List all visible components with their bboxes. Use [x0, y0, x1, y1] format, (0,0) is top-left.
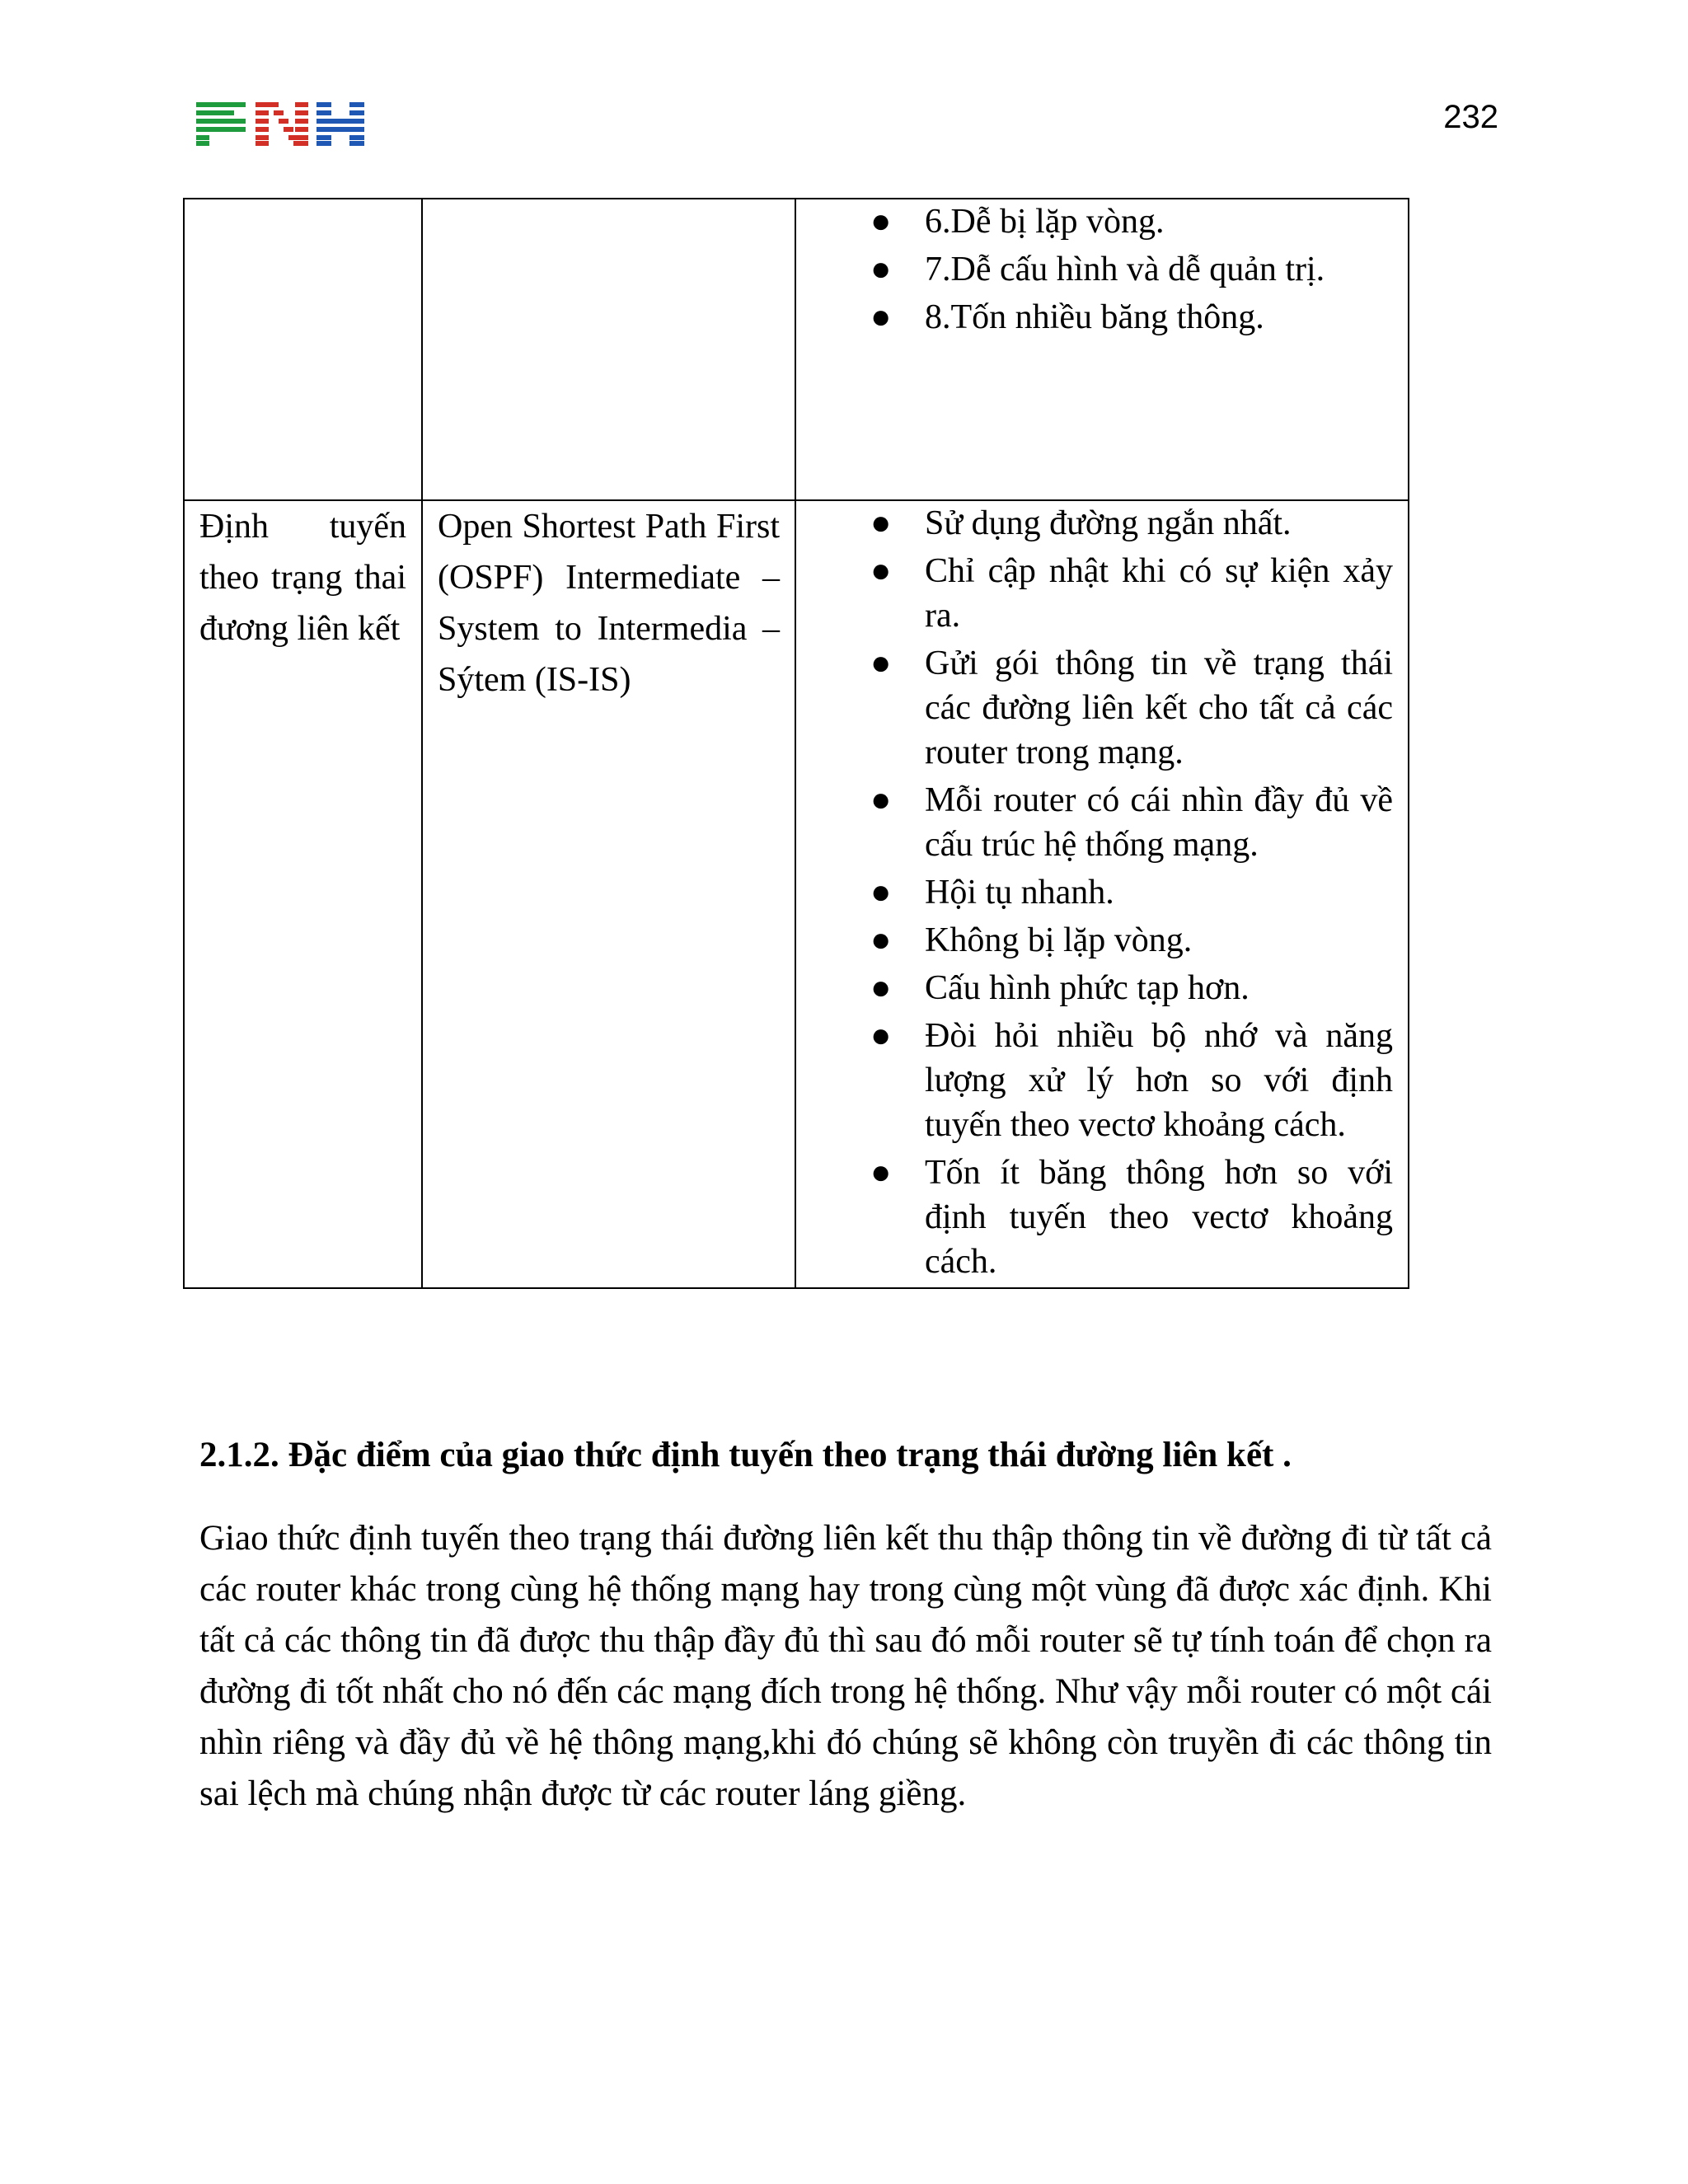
bullet-icon: ●: [870, 969, 892, 1007]
feature-list: [811, 199, 1393, 340]
pnh-logo: [196, 102, 364, 147]
section-heading: 2.1.2. Đặc điểm của giao thức định tuyến theo trạng thái đường liên kết .: [199, 1436, 1292, 1474]
list-item: ● 6.Dễ bị lặp vòng.: [811, 199, 1393, 244]
category-cell: [184, 199, 422, 500]
list-item: ● Hội tụ nhanh.: [811, 870, 1393, 915]
table-row: [184, 199, 1409, 500]
bullet-icon: ●: [870, 921, 892, 959]
bullet-icon: ●: [870, 874, 892, 912]
features-cell: [795, 500, 1409, 1288]
list-item: ● Gửi gói thông tin về trạng thái các đường liên kết cho tất cả các router trong mạng.: [811, 641, 1393, 775]
list-item: ● Đòi hỏi nhiều bộ nhớ và năng lượng xử lý hơn so với định tuyến theo vectơ khoảng cách.: [811, 1014, 1393, 1147]
body-paragraph: Giao thức định tuyến theo trạng thái đường liên kết thu thập thông tin về đường đi từ tất cả các router khác trong cùng hệ thống mạng hay trong cùng một vùng đã được xác định. Khi tất cả các thông tin đã được thu thập đầy đủ thì sau đó mỗi router sẽ tự tính toán để chọn ra đường đi tốt nhất cho nó đến các mạng đích trong hệ thống. Như vậy mỗi router có một cái nhìn riêng và đầy đủ về hệ thông mạng,khi đó chúng sẽ không còn truyền đi các thông tin sai lệch mà chúng nhận được từ các router láng giềng.: [199, 1519, 1492, 1813]
bullet-icon: ●: [870, 298, 892, 336]
table-row: [184, 500, 1409, 1288]
protocols-cell: [422, 199, 795, 500]
list-item: ● 8.Tốn nhiều băng thông.: [811, 295, 1393, 340]
bullet-icon: ●: [870, 251, 892, 288]
logo-letter-p: [196, 102, 246, 146]
category-cell: Định tuyến theo trạng thai đương liên kết: [184, 500, 422, 1288]
routing-comparison-table: [183, 198, 1409, 1289]
list-item: ● 7.Dễ cấu hình và dễ quản trị.: [811, 247, 1393, 292]
page-number: 232: [1443, 99, 1498, 135]
list-item: ● Mỗi router có cái nhìn đầy đủ về cấu trúc hệ thống mạng.: [811, 778, 1393, 867]
features-cell: [795, 199, 1409, 500]
bullet-icon: ●: [870, 1017, 892, 1055]
bullet-icon: ●: [870, 552, 892, 590]
feature-list: [811, 501, 1393, 1284]
logo-letter-n: [256, 102, 308, 146]
bullet-icon: ●: [870, 1154, 892, 1192]
protocols-cell: Open Shortest Path First (OSPF) Intermediate – System to Intermedia – Sýtem (IS-IS): [422, 500, 795, 1288]
logo-letter-h: [316, 102, 364, 146]
list-item: ● Tốn ít băng thông hơn so với định tuyến theo vectơ khoảng cách.: [811, 1151, 1393, 1284]
bullet-icon: ●: [870, 644, 892, 682]
list-item: ● Chỉ cập nhật khi có sự kiện xảy ra.: [811, 549, 1393, 638]
bullet-icon: ●: [870, 203, 892, 241]
list-item: ● Không bị lặp vòng.: [811, 918, 1393, 963]
list-item: ● Sử dụng đường ngắn nhất.: [811, 501, 1393, 546]
bullet-icon: ●: [870, 504, 892, 542]
bullet-icon: ●: [870, 781, 892, 819]
list-item: ● Cấu hình phức tạp hơn.: [811, 966, 1393, 1010]
